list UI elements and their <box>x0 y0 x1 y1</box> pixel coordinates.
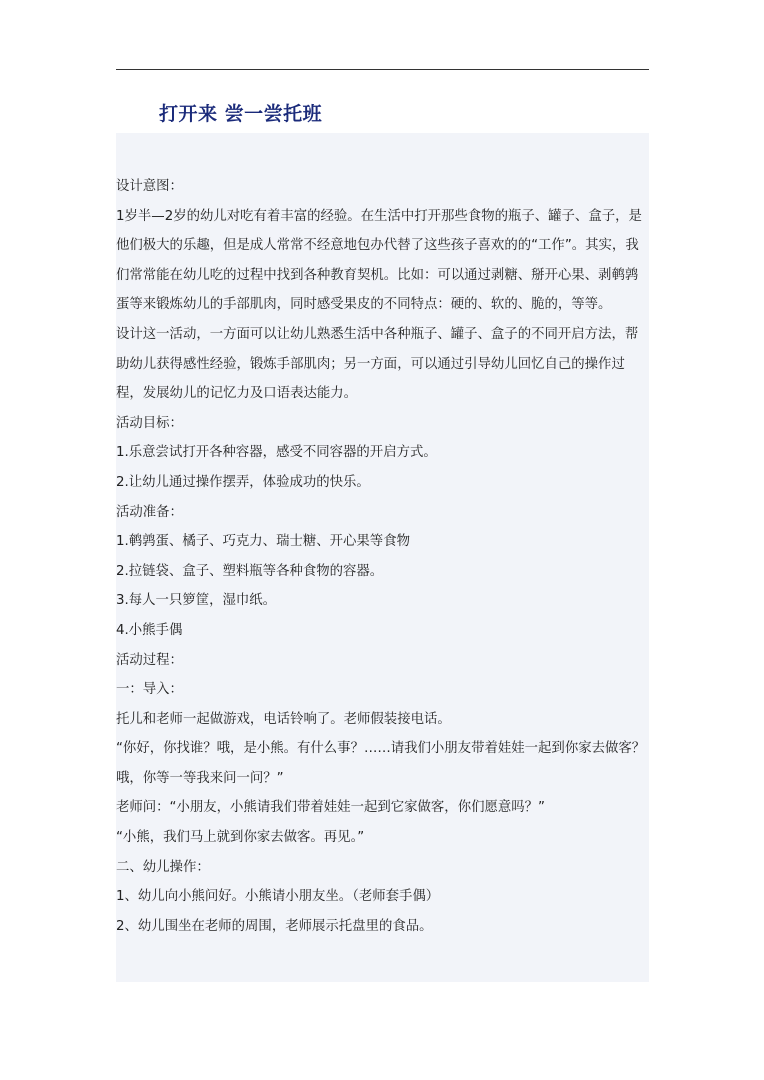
paragraph-preparation-3: 3.每人一只箩筐，湿巾纸。 <box>116 593 277 609</box>
paragraph-operation-1: 1、幼儿向小熊问好。小熊请小朋友坐。（老师套手偶） <box>116 889 440 905</box>
paragraph-preparation-4: 4.小熊手偶 <box>116 622 183 638</box>
document-title: 打开来 尝一尝托班 <box>159 103 323 125</box>
paragraph-intro-heading: 一：导入： <box>116 682 183 698</box>
paragraph-design-intent-2: 设计这一活动，一方面可以让幼儿熟悉生活中各种瓶子、罐子、盒子的不同开启方法，帮助幼儿获得感性经验，锻炼手部肌肉；另一方面，可以通过引导幼儿回忆自己的操作过程，发展幼儿的记忆力及口语表达能力。 <box>116 326 639 402</box>
paragraph-intro-2: “你好，你找谁？哦，是小熊。有什么事？……请我们小朋友带着娃娃一起到你家去做客？哦，你等一等我来问一问？” <box>116 741 646 786</box>
paragraph-goals-heading: 活动目标： <box>116 415 183 431</box>
paragraph-goal-1: 1.乐意尝试打开各种容器，感受不同容器的开启方式。 <box>116 445 437 461</box>
paragraph-goal-2: 2.让幼儿通过操作摆弄，体验成功的快乐。 <box>116 474 370 490</box>
paragraph-operation-2: 2、幼儿围坐在老师的周围，老师展示托盘里的食品。 <box>116 918 433 934</box>
paragraph-process-heading: 活动过程： <box>116 652 183 668</box>
document-body <box>116 172 649 941</box>
header-divider <box>116 69 649 70</box>
paragraph-design-intent-1: 1岁半—2岁的幼儿对吃有着丰富的经验。在生活中打开那些食物的瓶子、罐子、盒子，是他们极大的乐趣，但是成人常常不经意地包办代替了这些孩子喜欢的的“工作”。其实，我们常常能在幼儿吃的过程中找到各种教育契机。比如：可以通过剥糖、掰开心果、剥鹌鹑蛋等来锻炼幼儿的手部肌肉，同时感受果皮的不同特点：硬的、软的、脆的，等等。 <box>116 208 642 313</box>
paragraph-preparation-1: 1.鹌鹑蛋、橘子、巧克力、瑞士糖、开心果等食物 <box>116 534 410 550</box>
paragraph-preparation-heading: 活动准备： <box>116 504 183 520</box>
paragraph-intro-1: 托儿和老师一起做游戏，电话铃响了。老师假装接电话。 <box>116 711 451 727</box>
paragraph-preparation-2: 2.拉链袋、盒子、塑料瓶等各种食物的容器。 <box>116 563 384 579</box>
paragraph-design-intent-heading: 设计意图： <box>116 179 183 194</box>
paragraph-operation-heading: 二、幼儿操作： <box>116 859 210 875</box>
paragraph-intro-3: 老师问：“小朋友，小熊请我们带着娃娃一起到它家做客，你们愿意吗？” <box>116 800 545 816</box>
paragraph-intro-4: “小熊，我们马上就到你家去做客。再见。” <box>116 830 365 846</box>
